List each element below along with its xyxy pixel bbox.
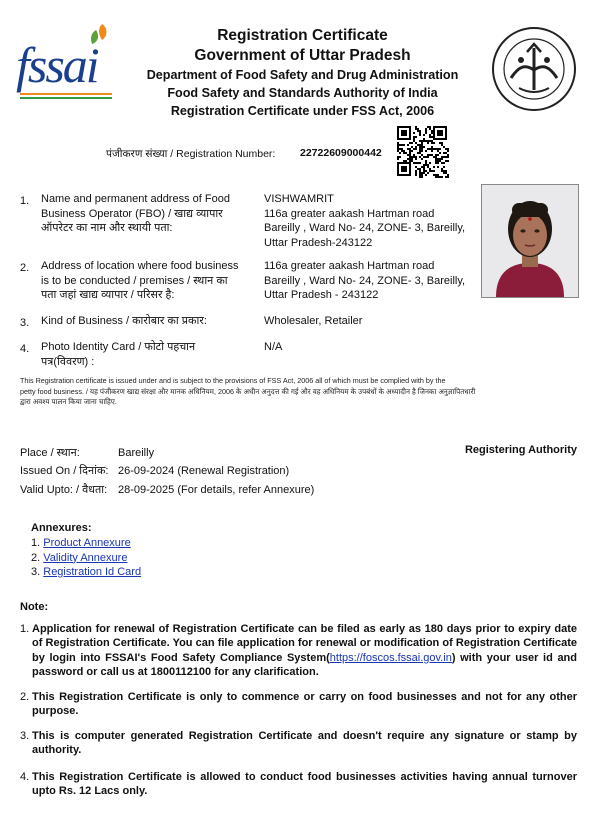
note-number: 2. [20, 691, 30, 703]
note-text: ) with your user id and password or call us at 1800112100 for any clarification. [32, 651, 577, 679]
uttar-pradesh-emblem [491, 26, 577, 112]
place-label: Place / स्थान: [20, 447, 80, 459]
detail-label-line: ऑपरेटर का नाम और स्थायी पता: [41, 222, 173, 234]
note-item [20, 690, 577, 719]
place-row [20, 444, 80, 462]
detail-number: 4. [20, 343, 30, 355]
disclaimer-text [20, 376, 580, 408]
detail-label-line: पता जहां खाद्य व्यापार / परिसर है: [41, 289, 175, 301]
detail-value [264, 340, 474, 355]
authority-name: Food Safety and Standards Authority of India [167, 86, 438, 100]
disclaimer-line: द्वारा अवश्य पालन किया जाना चाहिए. [20, 397, 117, 406]
issued-label: Issued On / दिनांक: [20, 465, 109, 477]
registration-id-card-link[interactable]: Registration Id Card [43, 566, 142, 578]
detail-label-line: पत्र(विवरण) : [41, 355, 95, 368]
detail-label [41, 259, 256, 303]
detail-value-line: N/A [264, 341, 283, 353]
note-heading: Note: [20, 601, 49, 613]
detail-label [41, 340, 256, 369]
place-value: Bareilly [118, 447, 155, 459]
validity-annexure-link[interactable]: Validity Annexure [43, 551, 128, 564]
valid-value: 28-09-2025 (For details, refer Annexure) [118, 484, 315, 496]
registration-number: 22722609000442 [300, 147, 382, 159]
detail-label-line: is to be conducted / premises / स्थान का [41, 274, 228, 287]
detail-value [264, 259, 474, 303]
note-number: 4. [20, 771, 30, 783]
registering-authority: Registering Authority [464, 444, 577, 456]
detail-label [41, 192, 256, 236]
detail-value [264, 314, 474, 329]
certificate-header [120, 26, 485, 120]
note-text: Application for renewal of Registration Certificate can be filed as early as 180 days prior to expiry date of Registration Certificate. You can file application for renewal or modification of Registration Certificate by login into FSSAI's Food Safety Compliance System( [32, 623, 577, 664]
detail-value-line: Uttar Pradesh - 243122 [264, 289, 379, 301]
act-name: Registration Certificate under FSS Act, 2006 [170, 104, 435, 118]
note-text: This Registration Certificate is only to commence or carry on food businesses and not for any other purpose. [32, 691, 577, 718]
annexures-list [31, 536, 141, 580]
note-text: This Registration Certificate is allowed to conduct food businesses activities having annual turnover upto Rs. 12 Lacs only. [32, 771, 577, 798]
disclaimer-line: This Registration certificate is issued under and is subject to the provisions of FSS Act, 2006 all of which must be complied with by the [20, 376, 446, 385]
note-item [20, 770, 577, 799]
registration-number-label: पंजीकरण संख्या / Registration Number: [106, 148, 276, 160]
detail-value [264, 192, 474, 250]
note-number: 1. [20, 623, 30, 635]
annexures-heading: Annexures: [31, 522, 92, 534]
annexure-number: 2. [31, 551, 41, 564]
annexure-number: 1. [31, 537, 41, 549]
issued-value: 26-09-2024 (Renewal Registration) [118, 465, 290, 477]
annexure-number: 3. [31, 566, 41, 578]
note-text: This is computer generated Registration Certificate and doesn't require any signature or stamp by authority. [32, 730, 577, 757]
detail-label-line: Address of location where food business [41, 260, 239, 272]
certificate-title: Registration Certificate [217, 27, 388, 44]
detail-value-line: Bareilly , Ward No- 24, ZONE- 3, Bareilly, [264, 222, 466, 234]
detail-label-line: Business Operator (FBO) / खाद्य व्यापार [41, 207, 223, 220]
detail-label [41, 314, 256, 329]
note-number: 3. [20, 730, 30, 742]
fssai-logo [16, 22, 116, 114]
detail-number: 3. [20, 317, 30, 329]
detail-label-line: Name and permanent address of Food [41, 193, 230, 205]
qr-code-icon [397, 126, 449, 178]
logo-text: fssai [16, 37, 98, 93]
disclaimer-line: petty food business. / यह पंजीकरण खाद्य संरक्षा और मानक अधिनियम, 2006 के अधीन अनुदत्त की गई और वह अधिनियम के उपबंधों के अध्यादीन है जिनका अनुज्ञापितधारी [20, 386, 476, 396]
foscos-link[interactable]: https://foscos.fssai.gov.in [329, 651, 452, 664]
department-name: Department of Food Safety and Drug Administration [146, 68, 459, 82]
note-item [20, 622, 577, 680]
detail-label-line: Kind of Business / कारोबार का प्रकार: [41, 315, 207, 327]
applicant-photo [481, 184, 579, 298]
detail-value-line: 116a greater aakash Hartman road [264, 260, 435, 272]
detail-value-line: 116a greater aakash Hartman road [264, 207, 435, 220]
detail-value-line: VISHWAMRIT [264, 193, 334, 205]
valid-label: Valid Upto: / वैधता: [20, 484, 108, 496]
detail-label-line: Photo Identity Card / फोटो पहचान [41, 341, 196, 353]
detail-value-line: Uttar Pradesh-243122 [264, 236, 373, 249]
government-name: Government of Uttar Pradesh [194, 47, 411, 64]
detail-value-line: Wholesaler, Retailer [264, 315, 363, 327]
detail-number: 1. [20, 195, 30, 207]
product-annexure-link[interactable]: Product Annexure [43, 537, 131, 549]
note-item [20, 729, 577, 758]
detail-number: 2. [20, 262, 30, 274]
detail-value-line: Bareilly , Ward No- 24, ZONE- 3, Bareilly, [264, 274, 466, 287]
